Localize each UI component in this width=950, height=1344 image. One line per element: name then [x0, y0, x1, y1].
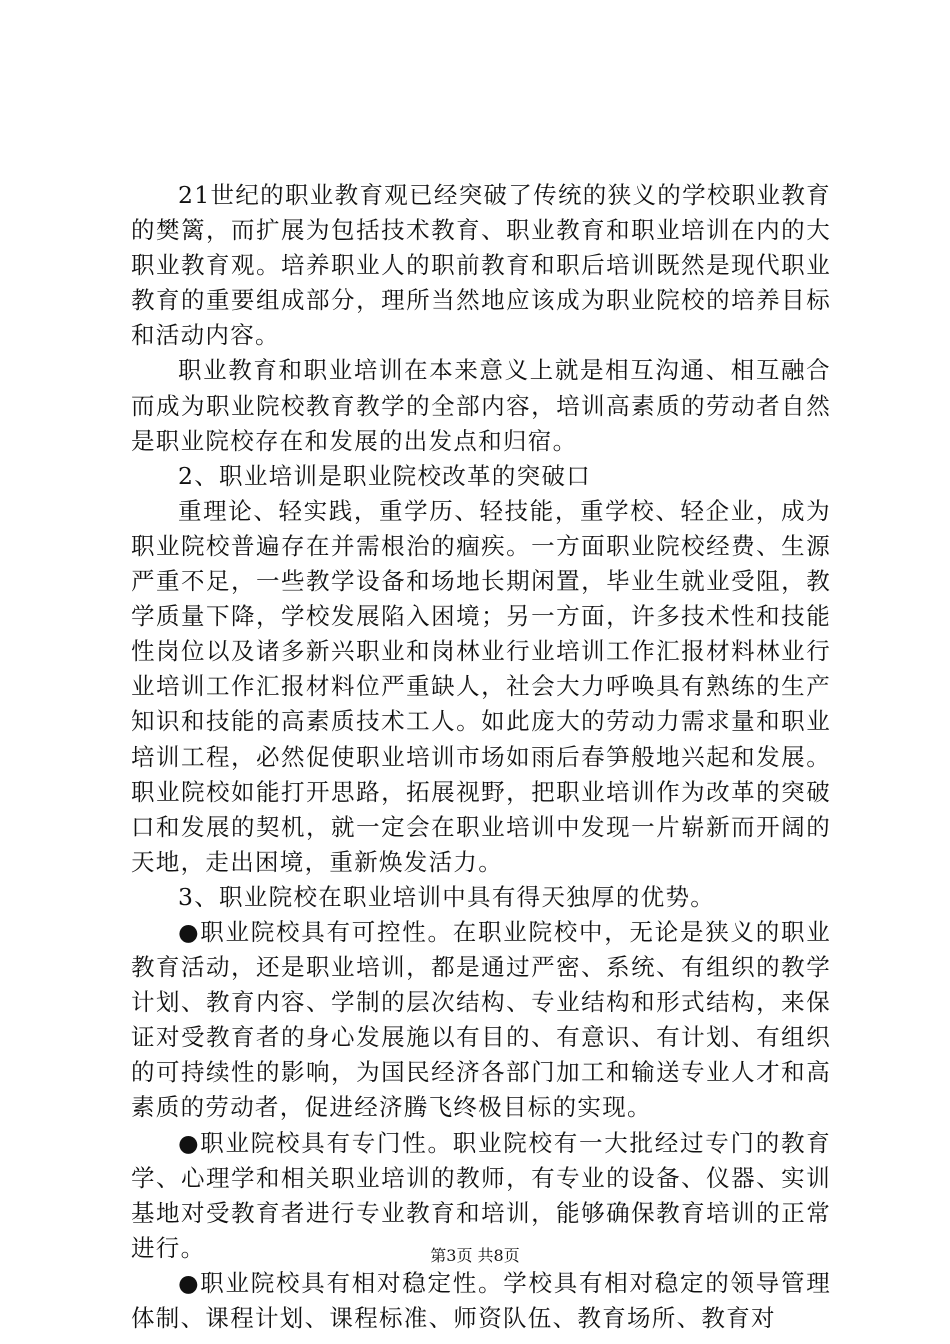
paragraph-vocational-education-view: 21世纪的职业教育观已经突破了传统的狭义的学校职业教育的樊篱，而扩展为包括技术教育、职业教育和职业培训在内的大职业教育观。培养职业人的职前教育和职后培训既然是现代职业教育的重要组成部分，理所当然地应该成为职业院校的培养目标和活动内容。	[131, 181, 831, 350]
document-body	[131, 178, 831, 1336]
page-number-footer: 第3页 共8页	[430, 1246, 520, 1265]
section-heading-breakthrough: 2、职业培训是职业院校改革的突破口	[178, 461, 592, 490]
paragraph-education-training-integration: 职业教育和职业培训在本来意义上就是相互沟通、相互融合而成为职业院校教育教学的全部内容，培训高素质的劳动者自然是职业院校存在和发展的出发点和归宿。	[131, 356, 831, 455]
bullet-specialization: ●职业院校具有专门性。职业院校有一大批经过专门的教育学、心理学和相关职业培训的教师，有专业的设备、仪器、实训基地对受教育者进行专业教育和培训，能够确保教育培训的正常进行。	[131, 1128, 831, 1262]
bullet-stability: ●职业院校具有相对稳定性。学校具有相对稳定的领导管理体制、课程计划、课程标准、师资队伍、教育场所、教育对	[131, 1268, 831, 1332]
paragraph-breakthrough-details: 重理论、轻实践，重学历、轻技能，重学校、轻企业，成为职业院校普遍存在并需根治的痼疾。一方面职业院校经费、生源严重不足，一些教学设备和场地长期闲置，毕业生就业受阻，教学质量下降，学校发展陷入困境；另一方面，许多技术性和技能性岗位以及诸多新兴职业和岗林业行业培训工作汇报材料林业行业培训工作汇报材料位严重缺人，社会大力呼唤具有熟练的生产知识和技能的高素质技术工人。如此庞大的劳动力需求量和职业培训工程，必然促使职业培训市场如雨后春笋般地兴起和发展。职业院校如能打开思路，拓展视野，把职业培训作为改革的突破口和发展的契机，就一定会在职业培训中发现一片崭新而开阔的天地，走出困境，重新焕发活力。	[131, 496, 831, 876]
section-heading-advantages: 3、职业院校在职业培训中具有得天独厚的优势。	[178, 882, 716, 911]
bullet-controllability: ●职业院校具有可控性。在职业院校中，无论是狭义的职业教育活动，还是职业培训，都是通过严密、系统、有组织的教学计划、教育内容、学制的层次结构、专业结构和形式结构，来保证对受教育者的身心发展施以有目的、有意识、有计划、有组织的可持续性的影响，为国民经济各部门加工和输送专业人才和高素质的劳动者，促进经济腾飞终极目标的实现。	[131, 917, 831, 1122]
